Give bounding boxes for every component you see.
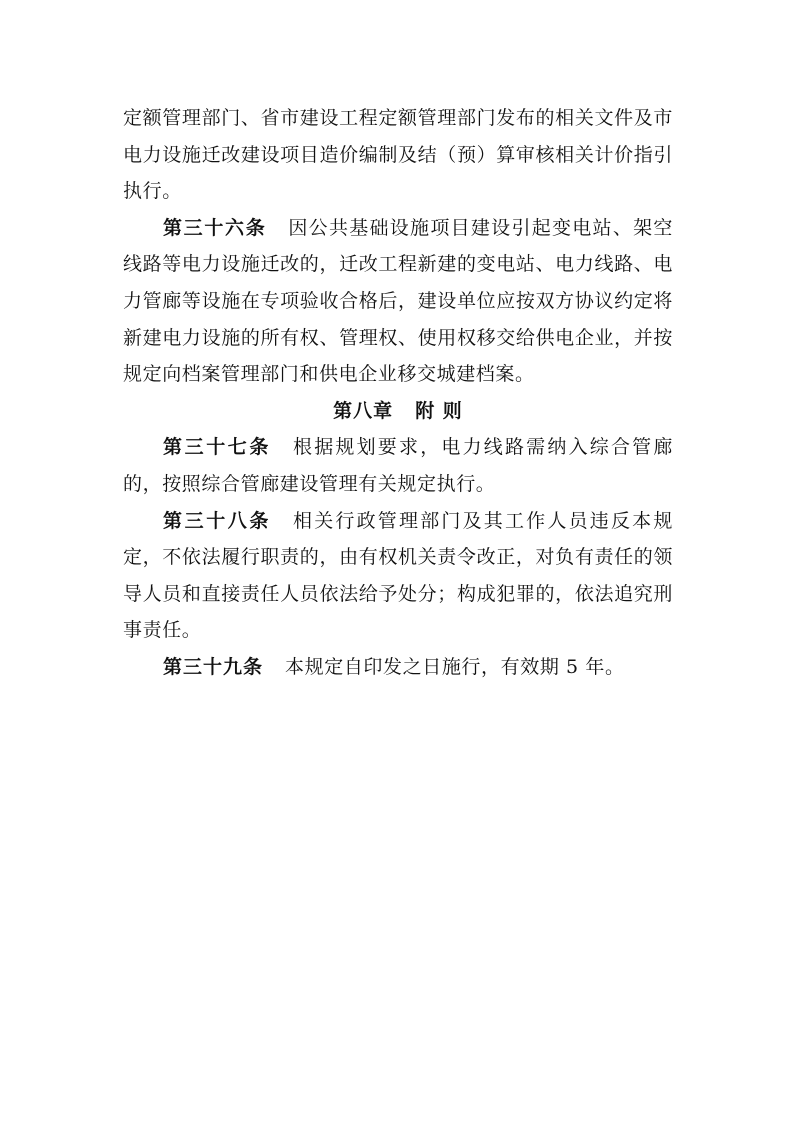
article-36-label: 第三十六条 xyxy=(163,216,267,239)
chapter-number: 第八章 xyxy=(333,399,394,422)
article-37-label: 第三十七条 xyxy=(163,436,271,459)
continuation-text: 定额管理部门、省市建设工程定额管理部门发布的相关文件及市电力设施迁改建设项目造价编制及结（预）算审核相关计价指引执行。 xyxy=(123,107,673,203)
article-38-text: 相关行政管理部门及其工作人员违反本规定，不依法履行职责的，由有权机关责令改正，对负有责任的领导人员和直接责任人员依法给予处分；构成犯罪的，依法追究刑事责任。 xyxy=(123,509,673,642)
article-37 xyxy=(123,429,673,502)
document-body xyxy=(123,100,673,686)
article-37-text: 根据规划要求，电力线路需纳入综合管廊的，按照综合管廊建设管理有关规定执行。 xyxy=(123,436,673,495)
article-39 xyxy=(123,649,673,686)
article-38-label: 第三十八条 xyxy=(163,509,271,532)
article-39-label: 第三十九条 xyxy=(163,655,264,678)
article-39-text: 本规定自印发之日施行，有效期 5 年。 xyxy=(285,655,625,678)
chapter-heading xyxy=(123,393,673,430)
article-36-text: 因公共基础设施项目建设引起变电站、架空线路等电力设施迁改的，迁改工程新建的变电站、电力线路、电力管廊等设施在专项验收合格后，建设单位应按双方协议约定将新建电力设施的所有权、管理权、使用权移交给供电企业，并按规定向档案管理部门和供电企业移交城建档案。 xyxy=(123,216,673,386)
chapter-title: 附 则 xyxy=(415,399,463,422)
continuation-paragraph xyxy=(123,100,673,210)
article-38 xyxy=(123,503,673,649)
article-36 xyxy=(123,210,673,393)
